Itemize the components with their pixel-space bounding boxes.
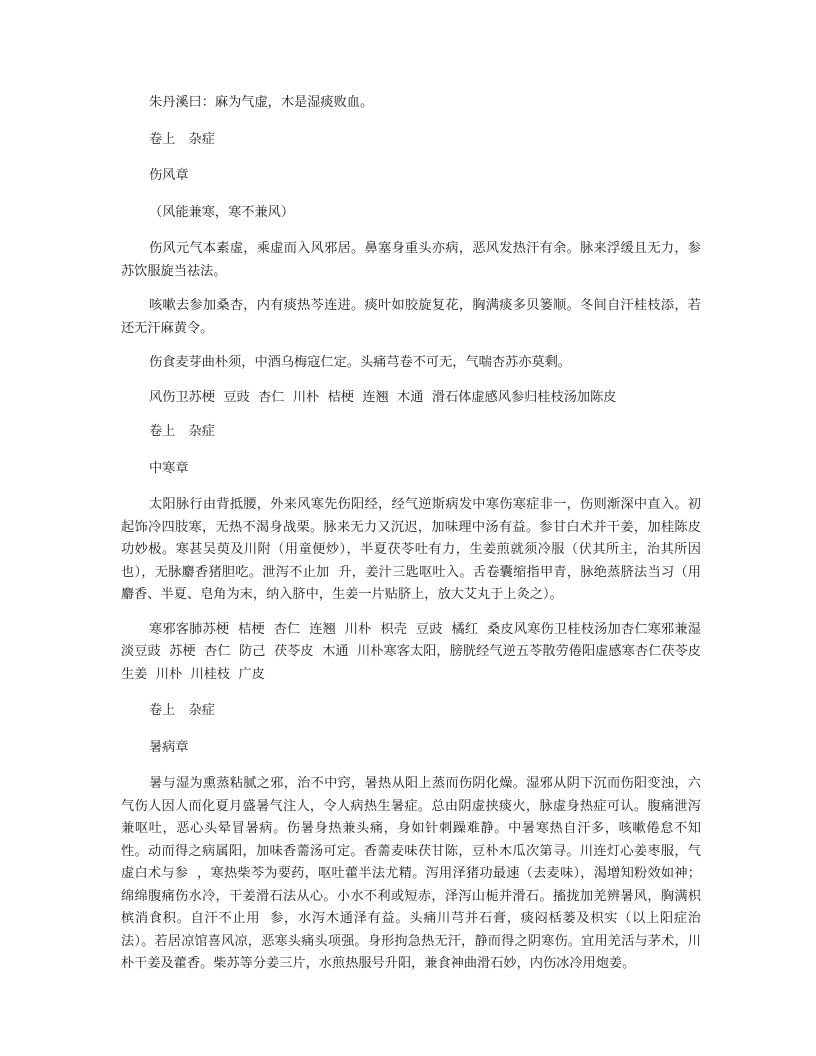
- section-heading: 卷上 杂症: [149, 424, 215, 439]
- body-paragraph: 伤食麦芽曲朴须，中酒乌梅寇仁定。头痛芎卷不可无，气喘杏苏亦莫剩。: [149, 355, 571, 370]
- body-paragraph: 伤风元气本素虚，乘虚而入风邪居。鼻塞身重头亦病，恶风发热汗有余。脉来浮缓且无力，参苏饮服旋当祛法。: [121, 241, 701, 279]
- chapter-title-shangfeng: 伤风章: [149, 168, 189, 183]
- chapter-title-zhonghan: 中寒章: [149, 460, 189, 476]
- body-paragraph: 暑与湿为熏蒸粘腻之邪，治不中窍，暑热从阳上蒸而伤阴化燥。湿邪从阴下沉而伤阳变浊，六气伤人因人而化夏月盛暑气注人，令人病热生暑症。总由阴虚挟痰火，脉虚身热症可认。腹痛泄泻兼呕吐，恶心头晕冒暑病。伤暑身热兼头痛，身如针刺躁难静。中暑寒热自汗多，咳嗽倦怠不知性。动而得之病属阳，加味香薷汤可定。香薷麦味茯甘陈，豆朴木瓜次第寻。川连灯心姜枣服，气虚白术与参 ，寒热柴芩为要药，呕吐藿半法尤精。泻用泽猪功最速（去麦味），渴增知粉效如神；绵绵腹痛伤水冷，干姜滑石法从心。小水不利或短赤，泽泻山栀并滑石。搐拢加羌辨暑风，胸满枳槟消食积。自汗不止用 参，水泻木通泽有益。头痛川芎并石膏，痰闷栝蒌及枳实（以上阳症治法）。若居凉馆喜风凉，恶寒头痛头项强。身形拘急热无汗，静而得之阴寒伤。宜用羌活与茅术，川朴干姜及藿香。柴苏等分姜三片，水煎热服号升阳，兼食神曲滑石妙，内伤冰冷用炮姜。: [121, 776, 701, 971]
- chapter-title-shubing: 暑病章: [149, 739, 189, 755]
- prescription-paragraph: 寒邪客肺苏梗 桔梗 杏仁 连翘 川朴 枳壳 豆豉 橘红 桑皮风寒伤卫桂枝汤加杏仁寒邪兼湿淡豆豉 苏梗 杏仁 防己 茯苓皮 木通 川朴寒客太阳，膀胱经气逆五苓散劳倦阳虚感寒杏仁茯苓皮 生姜 川朴 川桂枝 广皮: [121, 621, 710, 682]
- quote-zhu-danxi: 朱丹溪曰：麻为气虚，木是湿痰败血。: [149, 95, 374, 110]
- prescription-paragraph: 风伤卫苏梗 豆豉 杏仁 川朴 桔梗 连翘 木通 滑石体虚感风参归桂枝汤加陈皮: [149, 389, 617, 405]
- section-heading: 卷上 杂症: [149, 703, 215, 718]
- section-heading: 卷上 杂症: [149, 131, 215, 147]
- body-paragraph: 太阳脉行由背抵腰，外来风寒先伤阳经，经气逆斯病发中寒伤寒症非一，伤则渐深中直入。初起饰冷四肢寒，无热不渴身战栗。脉来无力又沉迟，加味理中汤有益。参甘白术并干姜，加桂陈皮功妙极。寒甚吴萸及川附（用童便炒），半夏茯苓吐有力，生姜煎就须冷服（伏其所主，治其所因也），无脉麝香猪胆吃。泄泻不止加 升，姜汁三匙呕吐入。舌卷囊缩指甲青，脉绝蒸脐法当习（用麝香、半夏、皂角为末，纳入脐中，生姜一片贴脐上，放大艾丸于上灸之）。: [121, 497, 701, 602]
- body-paragraph: 咳嗽去参加桑杏，内有痰热芩连进。痰叶如胶旋复花，胸满痰多贝篓顺。冬间自汗桂枝添，若还无汗麻黄令。: [121, 298, 701, 336]
- document-page: [121, 92, 710, 976]
- chapter-note: （风能兼寒，寒不兼风）: [149, 204, 295, 220]
